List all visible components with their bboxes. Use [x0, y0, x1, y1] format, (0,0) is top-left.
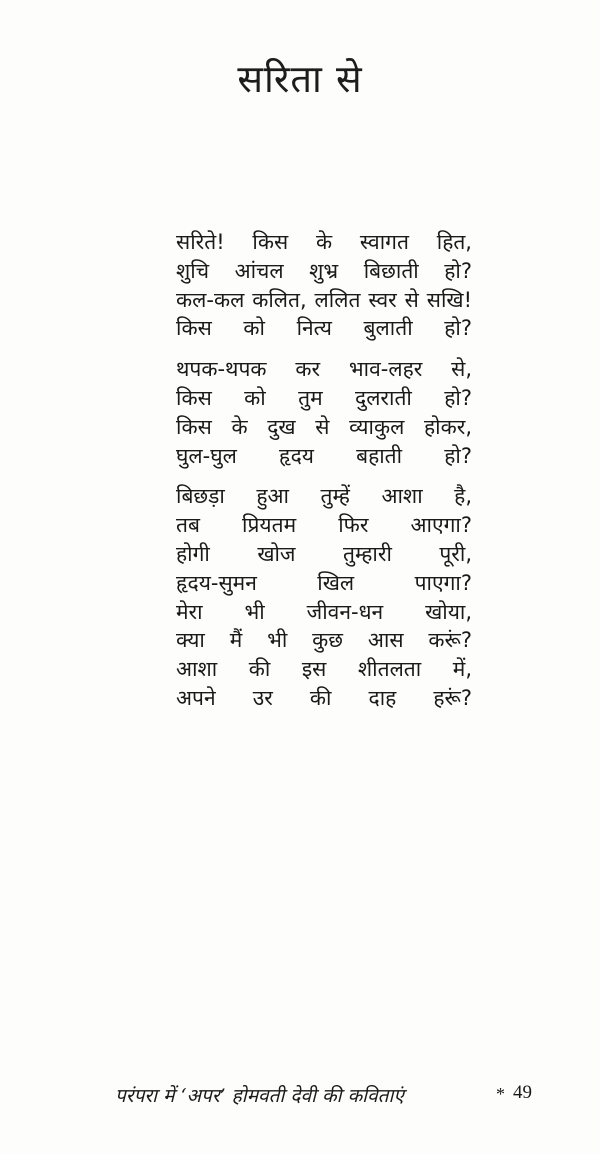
poem-line: आशा की इस शीतलता में, — [176, 657, 472, 682]
stanza-1 — [176, 228, 476, 343]
poem-line: थपक-थपक कर भाव-लहर से, — [176, 357, 472, 382]
poem-line: हृदय-सुमन खिल पाएगा? — [176, 570, 472, 595]
poem-line: किस को तुम दुलराती हो? — [176, 385, 472, 410]
poem-line: बिछड़ा हुआ तुम्हें आशा है, — [176, 484, 472, 509]
poem-line: क्या मैं भी कुछ आस करूं? — [176, 628, 472, 653]
poem-line: घुल-घुल हृदय बहाती हो? — [176, 443, 472, 468]
footer-separator: * — [496, 1084, 505, 1104]
poem-line: अपने उर की दाह हरूं? — [176, 685, 472, 710]
running-footer-title: परंपरा में ‘अपर’ होमवती देवी की कविताएं — [115, 1085, 404, 1107]
poem-line: होगी खोज तुम्हारी पूरी, — [176, 541, 472, 566]
stanza-3 — [176, 482, 476, 712]
poem-line: सरिते! किस के स्वागत हित, — [176, 230, 472, 254]
poem-line: मेरा भी जीवन-धन खोया, — [176, 599, 472, 624]
poem-line: किस को नित्य बुलाती हो? — [176, 316, 472, 341]
poem-line: किस के दुख से व्याकुल होकर, — [176, 414, 472, 439]
poem-line: कल-कल कलित, ललित स्वर से सखि! — [176, 287, 472, 312]
poem-line: तब प्रियतम फिर आएगा? — [176, 513, 472, 538]
page-number: 49 — [513, 1082, 532, 1103]
poem-title: सरिता से — [237, 57, 363, 101]
page-footer — [0, 1082, 600, 1122]
stanza-2 — [176, 355, 476, 470]
poem-body — [176, 228, 476, 725]
poem-line: शुचि आंचल शुभ्र बिछाती हो? — [176, 258, 472, 283]
